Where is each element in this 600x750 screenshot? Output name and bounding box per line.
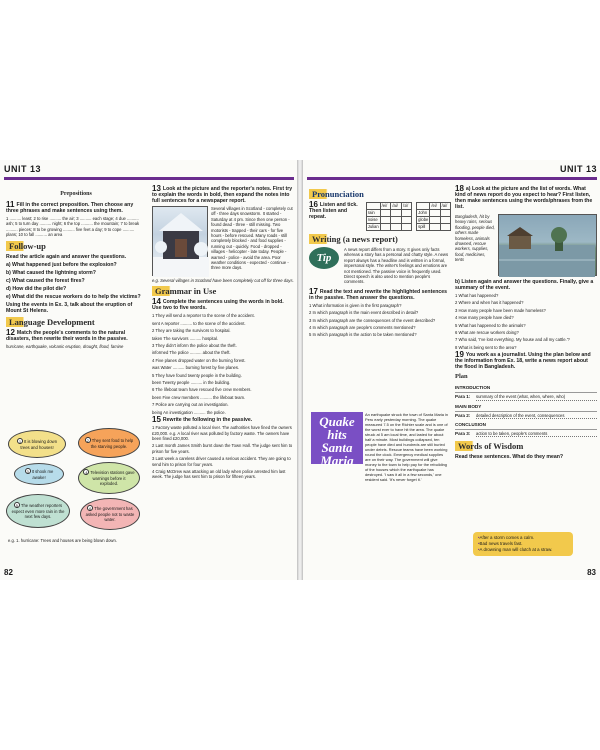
ex12-instruction: Match the people's comments to the natural disasters, then rewrite their words in the passive.: [6, 329, 128, 342]
page-number-left: 82: [4, 568, 13, 577]
page-number-right: 83: [587, 568, 596, 577]
ex18-question: 3 How many people have been made homeless?: [455, 307, 546, 313]
ex17-question: 5 In which paragraph is the action to be taken mentioned?: [309, 332, 417, 338]
plan-para-3: Para 3: action to be taken, people's comments: [455, 431, 597, 437]
ex14-item: informed The police .......... about the theft.: [152, 350, 231, 356]
comment-bubble-6: 6 The government has asked people not to waste water.: [80, 498, 140, 530]
ex17-instruction: Read the text and rewrite the highlighted sentences in the passive. Then answer the questions.: [309, 288, 448, 301]
ex14-item: 6 The lifeboat team have rescued five crew members.: [152, 387, 252, 393]
grammar-title: Grammar in Use: [152, 286, 294, 296]
plan-main-body-heading: MAIN BODY: [455, 404, 597, 412]
ex18-question: 7 Who said, 'I've lost everything. My house and all my cattle.'?: [455, 337, 570, 343]
follow-up-q-b: b) What caused the lightning storm?: [6, 269, 96, 276]
ex11-number: 11: [6, 200, 15, 209]
comment-bubble-5: 5 The weather reporters expect even more rain in the next few days.: [6, 494, 70, 528]
right-page: [302, 160, 600, 580]
ex14-item: 5 They have found twenty people in the building.: [152, 372, 242, 378]
comment-bubble-3: 3 It shook me awake!: [14, 463, 64, 485]
ex17-number: 17: [309, 286, 318, 296]
words-of-wisdom-instruction: Read these sentences. What do they mean?: [455, 454, 564, 461]
ex14-item: 7 Police are carrying out an investigation.: [152, 402, 229, 408]
ex15-item: 1 Factory waste polluted a local river. The authorities have fined the owners £20,000. e.g. A local river was polluted by factory waste. The owners have been fined £20,000.: [152, 425, 292, 441]
pronunciation-title: Pronunciation: [309, 189, 451, 199]
ex19-number: 19: [455, 350, 464, 360]
right-column-2: [455, 186, 597, 462]
ex12-example: e.g. 1. hurricane: Trees and houses are being blown down.: [8, 538, 117, 543]
follow-up-q-d: d) How did the pilot die?: [6, 285, 67, 292]
ex16-instruction: Listen and tick. Then listen and repeat.: [309, 202, 358, 220]
ex18-word-list: Bangladesh, hit by heavy rains, serious flooding, people died, others made homeless, animals drowned, rescue workers, supplies, food, medicines, tents: [455, 214, 495, 263]
pronunciation-table-left: /ei/ /ai/ /ɔi/ rain noise Julian: [366, 202, 412, 231]
ex13-number: 13: [152, 184, 161, 193]
ex18-number: 18: [455, 184, 464, 193]
words-of-wisdom-box: [473, 532, 573, 556]
ex18-question: 1 What has happened?: [455, 293, 499, 298]
quake-article: An earthquake struck the town of Santa Maria in Peru early yesterday morning. The quake measured 7.5 on the Richter scale and is one of the worst ever to have hit the area. The quake struck at 5 am local time, and lasted for about half a minute. Most buildings collapsed, ten people have died and hundreds are still buried under debris. Rescue teams have been working round the clock. Emergency medical supplies are on their way. The government will give money to the town to help pay for the rebuilding of the houses which the earthquake has destroyed. 'I saw it all in a few seconds,' one resident said. 'It's never forget it.': [365, 412, 449, 482]
flood-scene-icon: [499, 215, 595, 277]
ex17-question: 4 In which paragraph are people's comments mentioned?: [309, 325, 416, 331]
tip-text: A news report differs from a story. It gives only facts whereas a story has a personal and chatty style. A news report always has a headline and is written in a formal, impersonal style. The writer's feelings and emotions are not mentioned. The passive voice is frequently used. Direct speech is also used to mention people's comments.: [344, 247, 449, 285]
follow-up-extra: Using the events in Ex. 3, talk about the eruption of Mount St Helens.: [6, 301, 133, 314]
ex18-question: 5 What has happened to the animals?: [455, 322, 526, 328]
plan-title: Plan: [455, 373, 468, 381]
comment-bubble-1: 1 It is blowing down trees and houses!: [8, 430, 66, 458]
pronunciation-table-right: /ei/ /ai/ John globe spill: [416, 202, 451, 231]
follow-up-title: Follow-up: [6, 241, 146, 251]
prepositions-title: Prepositions: [60, 191, 92, 197]
ex18-instruction: a) Look at the picture and the list of words. What kind of news report do you expect to hear? First listen, then make sentences using the words/phrases from the list.: [455, 186, 593, 210]
ex17-question: 1 What information is given in the first paragraph?: [309, 302, 402, 308]
ex14-number: 14: [152, 297, 161, 307]
left-page: [0, 160, 298, 580]
ex15-instruction: Rewrite the following in the passive.: [162, 417, 253, 424]
ex12-disasters: hurricane, earthquake, volcanic eruption, drought, flood, famine: [6, 343, 124, 349]
language-development-title: Language Development: [6, 317, 146, 327]
follow-up-instruction: Read the article again and answer the questions.: [6, 253, 127, 260]
ex15-number: 15: [152, 415, 161, 425]
ex14-item: been Twenty people .......... in the building.: [152, 380, 231, 386]
ex14-item: 3 They didn't inform the police about the theft.: [152, 343, 237, 349]
words-of-wisdom-title: Words of Wisdom: [455, 441, 597, 451]
ex15-item: 4 Craig McDrew was attacking an old lady when police arrested him last week. The judge has sent him to prison for fifteen years.: [152, 468, 286, 480]
comment-bubble-2: 2 They sent food to help the starving people.: [78, 428, 140, 458]
ex17-question: 3 In which paragraph are the consequences of the event described?: [309, 317, 436, 323]
tip-badge: Tip: [309, 247, 339, 269]
ex14-item: 2 They are taking the survivors to hospital.: [152, 328, 231, 334]
snowstorm-photo: [152, 206, 208, 276]
ex13-example: e.g. Several villages in Scotland have been completely cut off for three days.: [152, 278, 294, 283]
ex14-item: been Five crew members .......... the lifeboat team.: [152, 394, 246, 400]
left-column-2: [152, 186, 294, 482]
ex14-instruction: Complete the sentences using the words in bold. Use two to five words.: [152, 299, 284, 312]
ex11-instruction: Fill in the correct preposition. Then choose any three phrases and make sentences using them.: [6, 202, 134, 214]
book-spread: [0, 160, 600, 580]
ex18-question: 8 What is being sent to the area?: [455, 344, 517, 350]
writing-title: Writing (a news report): [309, 234, 451, 244]
ex15-item: 2 Last month James Smith burnt down the Town Hall. The judge sent him to prison for five years.: [152, 443, 293, 454]
follow-up-q-e: e) What did the rescue workers do to help the victims?: [6, 293, 141, 300]
right-column-1: [309, 186, 451, 340]
ex13-notes: Several villages in Scotland - completely cut off - three days snowstorm. It started - Saturday at 4 pm. Since then one person - found dead - three - still missing. Two motorists - trapped - their cars - for five hours - before rescued. Many roads - still completely blocked - and food supplies - running out - quickly. Food - dropped - villages - helicopter - late today. People - warned - police - avoid the area. Poor weather conditions - expected - continue - three more days.: [211, 206, 293, 271]
proverb-item: • Bad news travels fast.: [478, 541, 568, 547]
plan-para-2: Para 2: detailed description of the event, consequences: [455, 413, 597, 419]
ex18-question: 2 Where and when has it happened?: [455, 300, 524, 306]
left-column-1: [6, 186, 146, 351]
follow-up-q-a: a) What happened just before the explosion?: [6, 261, 117, 268]
unit-header-left: UNIT 13: [4, 164, 294, 180]
ex18-question: 4 How many people have died?: [455, 315, 514, 321]
ex14-item: was Water .......... burning forest by five planes.: [152, 365, 240, 371]
quake-headline: Quake hits Santa Maria: [311, 412, 363, 464]
ex15-item: 3 Last week a careless driver caused a serious accident. They are going to send him to prison for four years.: [152, 456, 291, 467]
ex14-item: being An investigation .......... the police.: [152, 409, 226, 415]
plan-introduction-heading: INTRODUCTION: [455, 385, 597, 393]
ex18-b-instruction: b) Listen again and answer the questions. Finally, give a summary of the event.: [455, 279, 594, 291]
ex11-text: 1 .......... least; 2 to rise .......... the air; 3 .......... each stage; 4 due .......... ash; 5 to turn day .......... night; 6 the top .......... the mountain; 7 to break .......... pieces; 8 to be growing .......... five feet a day; 9 to cope .......... plans; 10 to fall .......... an area: [6, 216, 140, 238]
ex14-item: 1 They will send a reporter to the scene of the accident.: [152, 313, 255, 319]
ex19-instruction: You work as a journalist. Using the plan below and the information from Ex. 18, write a news report about the flood in Bangladesh.: [455, 352, 591, 371]
comment-bubble-4: 4 Television stations gave warnings before it exploded.: [78, 462, 140, 494]
flood-photo: [498, 214, 597, 276]
ex14-item: 4 Five planes dropped water on the burning forest.: [152, 357, 246, 363]
ex12-number: 12: [6, 327, 15, 337]
plan-para-1: Para 1: summary of the event (what, when, where, who): [455, 394, 597, 400]
proverb-item: • A drowning man will clutch at a straw.: [478, 547, 568, 553]
snow-tree-icon: [153, 207, 209, 277]
ex17-question: 2 In which paragraph is the main event described in detail?: [309, 310, 419, 316]
ex14-item: taken The survivors .......... hospital.: [152, 335, 219, 341]
ex13-instruction: Look at the picture and the reporter's notes. First try to explain the words in bold, then expand the notes into full sentences for a newspaper report.: [152, 186, 293, 204]
plan-conclusion-heading: CONCLUSION: [455, 422, 597, 430]
follow-up-q-c: c) What caused the forest fires?: [6, 277, 85, 284]
ex14-item: sent A reporter .......... to the scene of the accident.: [152, 320, 246, 326]
proverb-item: • After a storm comes a calm.: [478, 535, 568, 541]
ex16-number: 16: [309, 200, 318, 209]
unit-header-right: UNIT 13: [307, 164, 597, 180]
ex18-question: 6 What are rescue workers doing?: [455, 330, 519, 336]
